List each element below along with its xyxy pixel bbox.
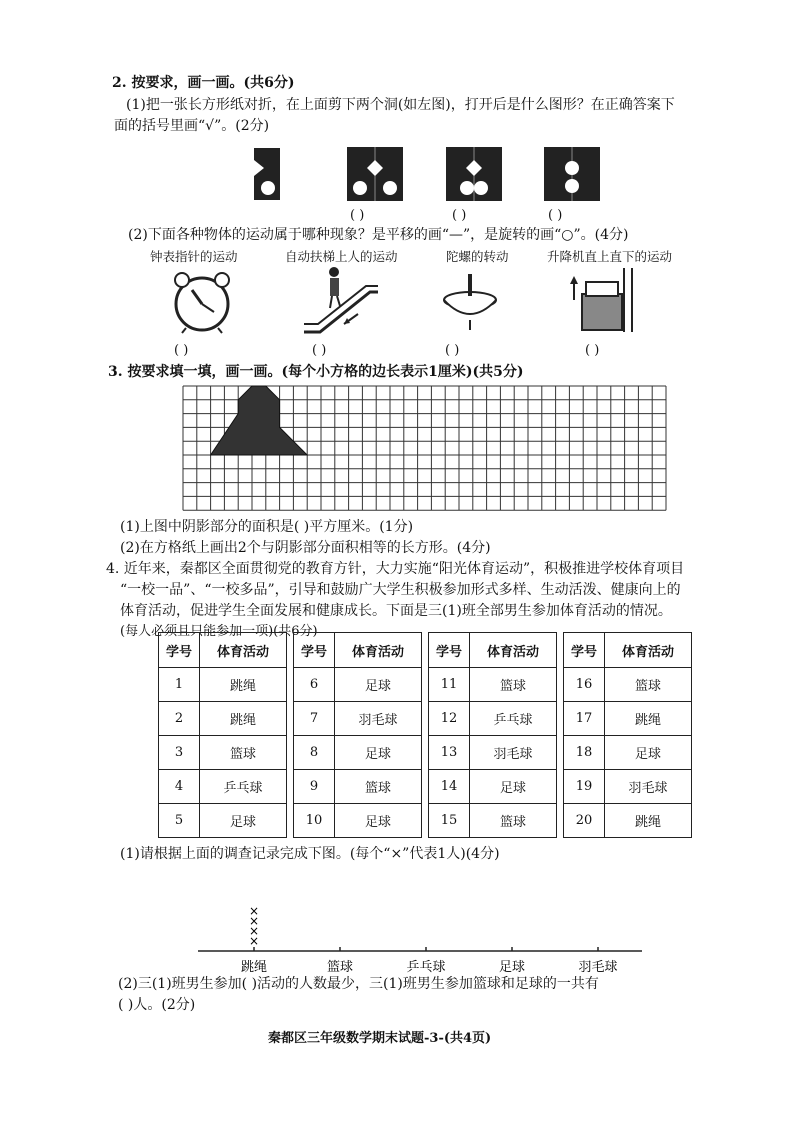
cell-activity: 篮球 (605, 668, 692, 702)
folded-paper-figure (252, 146, 282, 202)
cell-activity: 乒乓球 (200, 770, 287, 804)
cell-activity: 篮球 (335, 770, 422, 804)
item-top-label: 陀螺的转动 (446, 249, 509, 264)
elevator-icon (568, 264, 638, 336)
cell-activity: 足球 (605, 736, 692, 770)
motion-answer-2[interactable]: ( ) (312, 343, 327, 358)
table-header-row (159, 633, 692, 668)
cell-id: 9 (294, 770, 335, 804)
cell-id: 8 (294, 736, 335, 770)
cell-id: 12 (429, 702, 470, 736)
cell-activity: 足球 (200, 804, 287, 838)
cell-id: 15 (429, 804, 470, 838)
q3-part2: (2)在方格纸上画出2个与阴影部分面积相等的长方形。(4分) (120, 540, 491, 556)
item-clock-label: 钟表指针的运动 (150, 249, 238, 264)
cell-id: 3 (159, 736, 200, 770)
tally-mark: × (248, 904, 260, 918)
q4-part2b: ( )人。(2分) (118, 997, 196, 1013)
q4-line4: (每人必须且只能参加一项)(共6分) (120, 624, 318, 639)
cell-activity: 足球 (470, 770, 557, 804)
motion-answer-1[interactable]: ( ) (174, 343, 189, 358)
table-row (159, 804, 692, 838)
plot-category-label: 羽毛球 (578, 960, 618, 975)
tally-mark: × (248, 934, 260, 948)
choice-c-figure[interactable] (543, 146, 601, 202)
q4-line2: “一校一品”、“一校多品”，引导和鼓励广大学生积极参加形式多样、生动活泼、健康向上的 (120, 582, 681, 598)
choice-a-answer[interactable]: ( ) (350, 208, 365, 223)
cell-activity: 篮球 (470, 668, 557, 702)
cell-activity: 羽毛球 (335, 702, 422, 736)
cell-id: 11 (429, 668, 470, 702)
cell-id: 14 (429, 770, 470, 804)
header-activity: 体育活动 (200, 633, 287, 668)
choice-b-answer[interactable]: ( ) (452, 208, 467, 223)
cell-id: 6 (294, 668, 335, 702)
header-id: 学号 (564, 633, 605, 668)
header-activity: 体育活动 (470, 633, 557, 668)
cell-id: 5 (159, 804, 200, 838)
q4-part1: (1)请根据上面的调查记录完成下图。(每个“×”代表1人)(4分) (120, 846, 500, 862)
plot-category-label: 跳绳 (240, 960, 268, 975)
cell-activity: 跳绳 (200, 668, 287, 702)
plot-category-label: 足球 (498, 960, 526, 975)
cell-activity: 篮球 (470, 804, 557, 838)
cell-id: 20 (564, 804, 605, 838)
cell-activity: 足球 (335, 668, 422, 702)
q3-title: 3. 按要求填一填，画一画。(每个小方格的边长表示1厘米)(共5分) (108, 364, 524, 380)
cell-id: 16 (564, 668, 605, 702)
item-escalator-label: 自动扶梯上人的运动 (285, 249, 398, 264)
q2-part1-cont: 面的括号里画“√”。(2分) (114, 118, 270, 134)
cell-id: 13 (429, 736, 470, 770)
cell-activity: 跳绳 (200, 702, 287, 736)
q2-part1: (1)把一张长方形纸对折，在上面剪下两个洞(如左图)，打开后是什么图形？在正确答案下 (126, 97, 675, 113)
cell-activity: 羽毛球 (470, 736, 557, 770)
cell-activity: 羽毛球 (605, 770, 692, 804)
header-id: 学号 (294, 633, 335, 668)
q4-line1: 4. 近年来，秦都区全面贯彻党的教育方针，大力实施“阳光体育运动”，积极推进学校体育项目 (106, 561, 685, 577)
square-grid[interactable] (182, 385, 672, 519)
choice-a-figure[interactable] (346, 146, 404, 202)
alarm-clock-icon (168, 266, 236, 334)
cell-activity: 乒乓球 (470, 702, 557, 736)
cell-id: 18 (564, 736, 605, 770)
cell-activity: 篮球 (200, 736, 287, 770)
choice-c-answer[interactable]: ( ) (548, 208, 563, 223)
page-footer: 秦都区三年级数学期末试题-3-(共4页) (268, 1031, 492, 1046)
item-elevator-label: 升降机直上直下的运动 (547, 249, 673, 264)
cell-activity: 足球 (335, 736, 422, 770)
q2-title: 2. 按要求，画一画。(共6分) (112, 75, 295, 91)
header-id: 学号 (159, 633, 200, 668)
table-row (159, 770, 692, 804)
header-activity: 体育活动 (605, 633, 692, 668)
q4-line3: 体育活动，促进学生全面发展和健康成长。下面是三(1)班全部男生参加体育活动的情况。 (120, 603, 672, 619)
cell-id: 19 (564, 770, 605, 804)
activity-table (158, 632, 692, 838)
header-id: 学号 (429, 633, 470, 668)
tally-mark: × (248, 914, 260, 928)
cell-id: 10 (294, 804, 335, 838)
table-row (159, 702, 692, 736)
cell-activity: 足球 (335, 804, 422, 838)
tally-line-plot[interactable] (190, 895, 650, 977)
motion-answer-3[interactable]: ( ) (445, 343, 460, 358)
tally-mark: × (248, 924, 260, 938)
plot-category-label: 篮球 (326, 960, 354, 975)
cell-activity: 跳绳 (605, 804, 692, 838)
shaded-figure (211, 386, 308, 455)
choice-b-figure[interactable] (445, 146, 503, 202)
motion-answer-4[interactable]: ( ) (585, 343, 600, 358)
q2-part2: (2)下面各种物体的运动属于哪种现象？是平移的画“—”，是旋转的画“○”。(4分) (128, 227, 629, 243)
cell-id: 7 (294, 702, 335, 736)
cell-activity: 跳绳 (605, 702, 692, 736)
cell-id: 17 (564, 702, 605, 736)
plot-category-label: 乒乓球 (406, 960, 446, 975)
table-row (159, 736, 692, 770)
escalator-icon (300, 264, 380, 336)
cell-id: 4 (159, 770, 200, 804)
table-row (159, 668, 692, 702)
spinning-top-icon (438, 270, 502, 334)
cell-id: 2 (159, 702, 200, 736)
q3-part1: (1)上图中阴影部分的面积是( )平方厘米。(1分) (120, 519, 414, 535)
cell-id: 1 (159, 668, 200, 702)
header-activity: 体育活动 (335, 633, 422, 668)
q4-part2a: (2)三(1)班男生参加( )活动的人数最少，三(1)班男生参加篮球和足球的一共有 (118, 976, 599, 992)
